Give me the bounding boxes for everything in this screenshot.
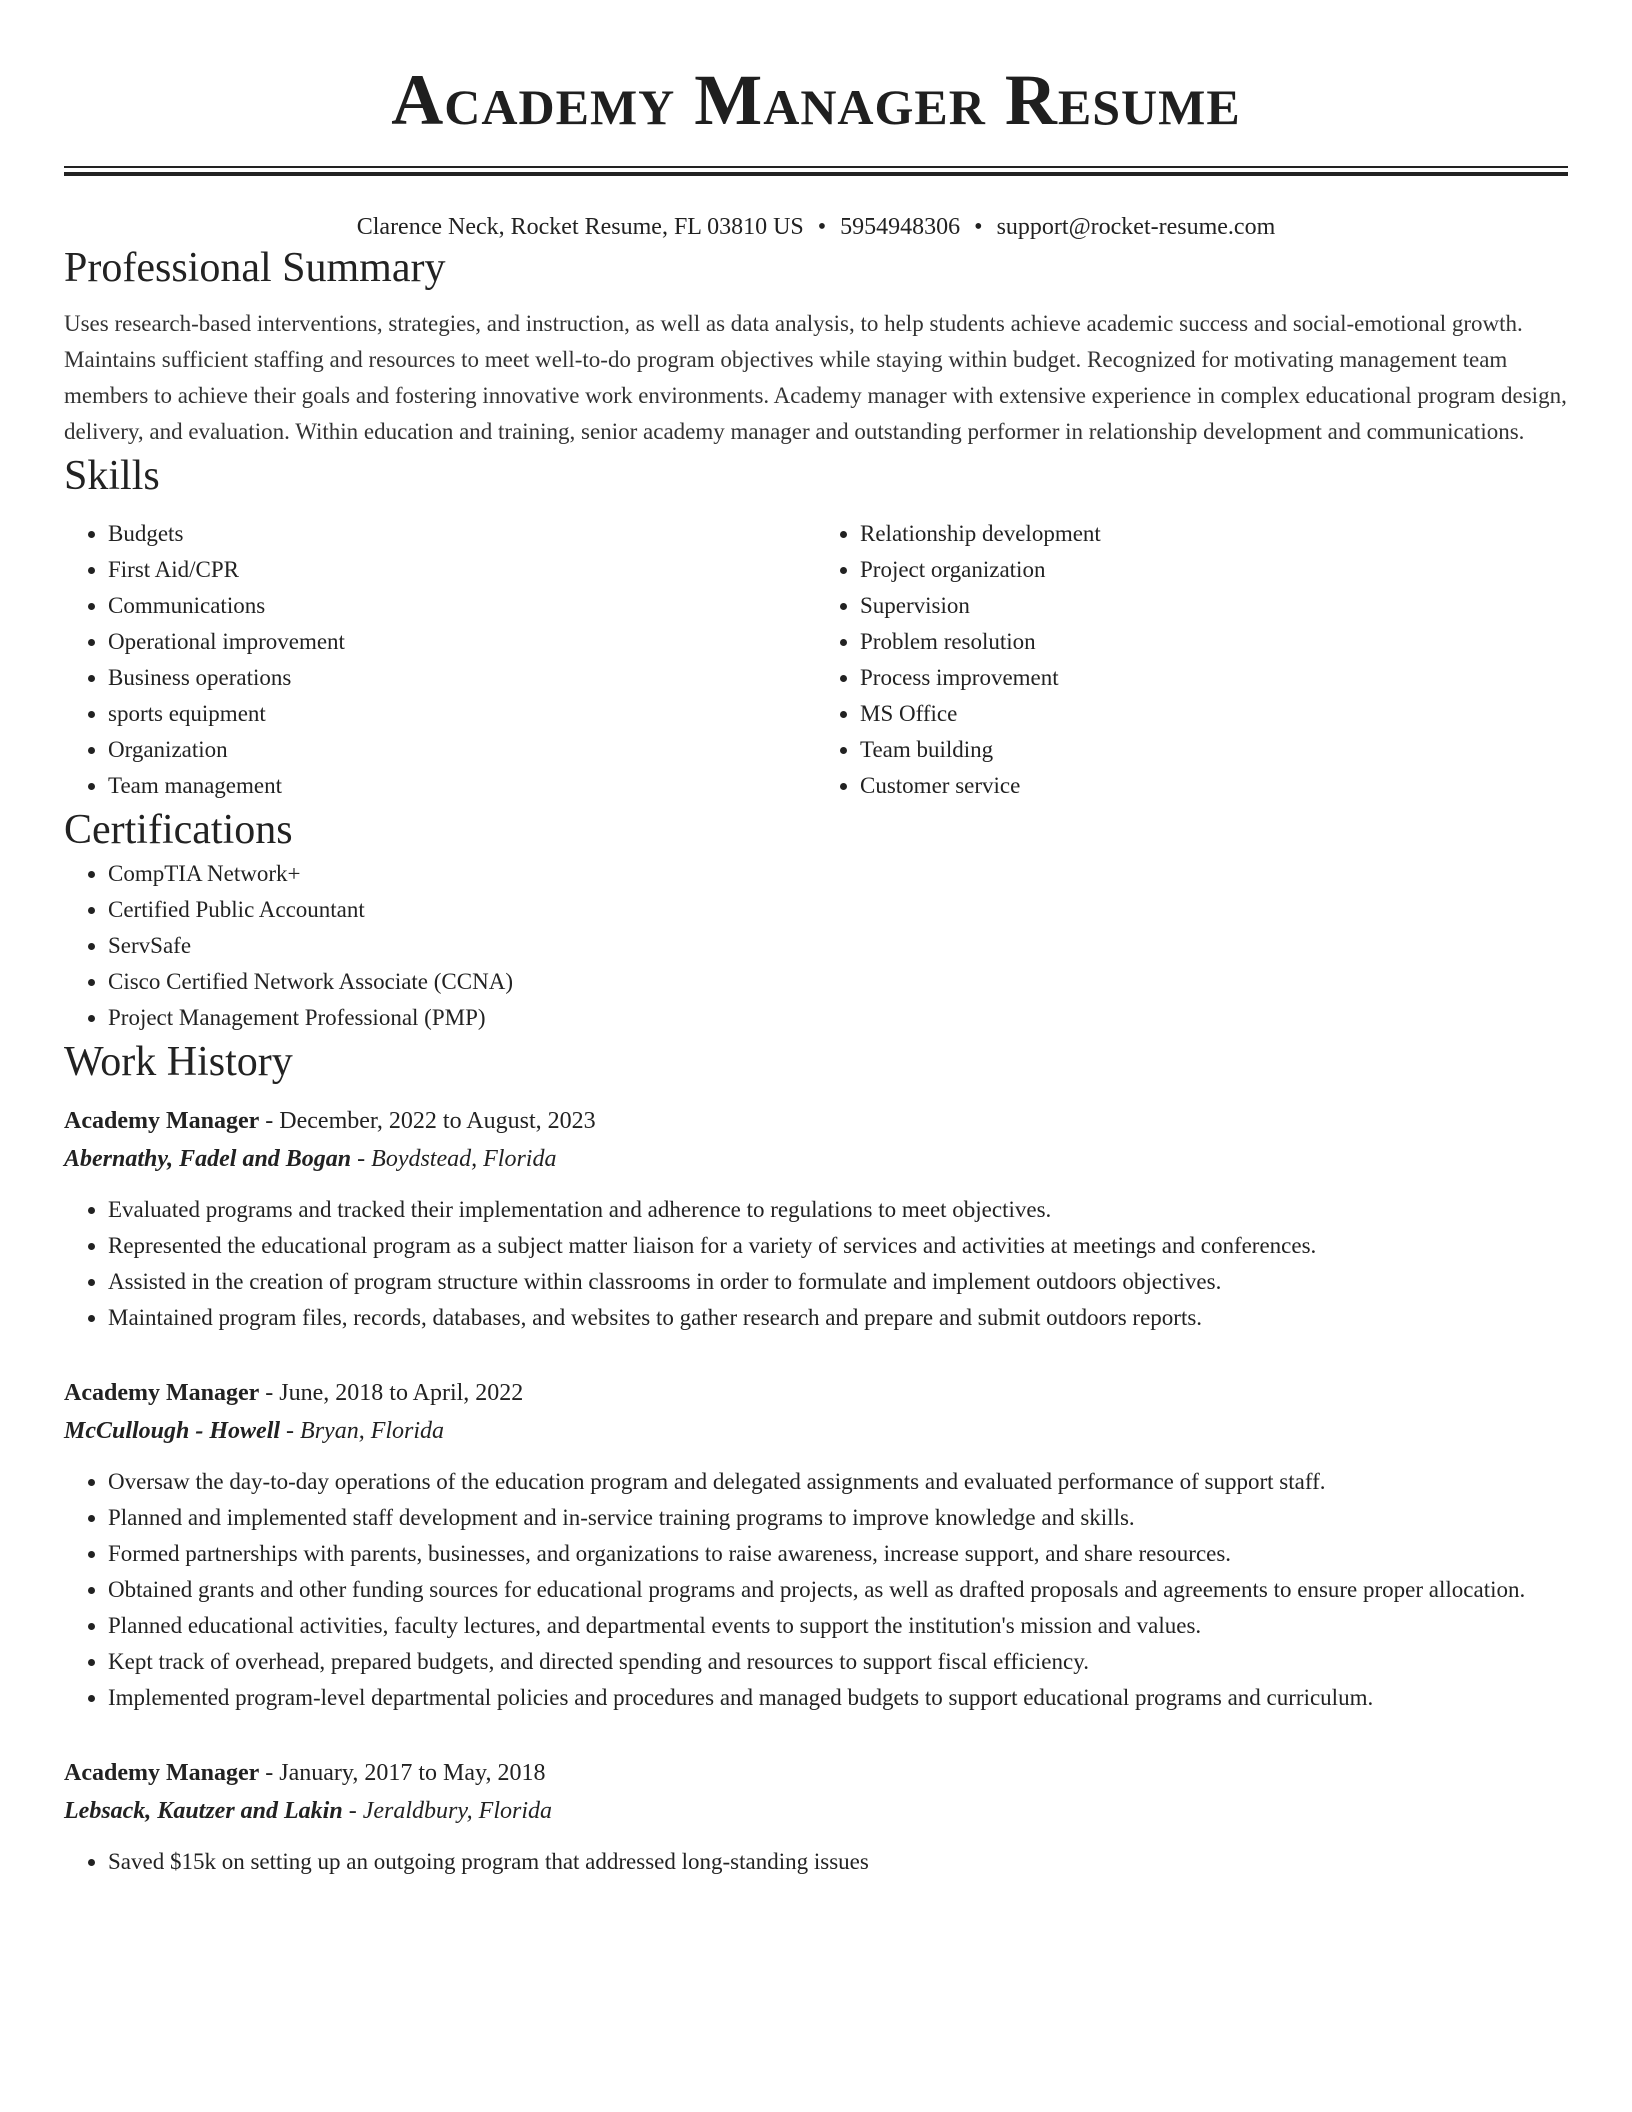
contact-address: Clarence Neck, Rocket Resume, FL 03810 US: [356, 214, 804, 240]
job-company-line: [64, 1792, 1568, 1830]
job-title-line: [64, 1754, 1568, 1792]
certification-item: • ServSafe: [108, 928, 1568, 964]
job-dash: -: [259, 1108, 280, 1134]
contact-email: support@rocket-resume.com: [996, 214, 1276, 240]
skills-list-left: [64, 516, 816, 804]
job-duty: • Maintained program files, records, databases, and websites to gather research and prepare and submit outdoors reports.: [108, 1300, 1568, 1336]
job-title: Academy Manager: [64, 1760, 260, 1786]
job-duty: • Planned and implemented staff development and in-service training programs to improve knowledge and skills.: [108, 1500, 1568, 1536]
page-title: Academy Manager Resume: [391, 60, 1241, 140]
job-dash: -: [342, 1798, 363, 1824]
job-title-line: [64, 1102, 1568, 1140]
skill-item: • Relationship development: [860, 516, 1568, 552]
job-title-line: [64, 1374, 1568, 1412]
skill-item: • First Aid/CPR: [108, 552, 816, 588]
skill-item: • Problem resolution: [860, 624, 1568, 660]
job-duty: • Kept track of overhead, prepared budgets, and directed spending and resources to support fiscal efficiency.: [108, 1644, 1568, 1680]
job-duty: • Obtained grants and other funding sources for educational programs and projects, as well as drafted proposals and agreements to ensure proper allocation.: [108, 1572, 1568, 1608]
job-duty: • Saved $15k on setting up an outgoing program that addressed long-standing issues: [108, 1844, 1568, 1880]
skills-columns: [64, 516, 1568, 804]
certifications-heading: Certifications: [64, 807, 293, 853]
job-duty: • Implemented program-level departmental policies and procedures and managed budgets to support educational programs and curriculum.: [108, 1680, 1568, 1716]
job-location: Jeraldbury, Florida: [362, 1798, 553, 1824]
skill-item: • MS Office: [860, 696, 1568, 732]
skills-list-right: [816, 516, 1568, 804]
job-company: Abernathy, Fadel and Bogan: [64, 1146, 352, 1172]
job-duty: • Planned educational activities, faculty lectures, and departmental events to support the institution's mission and values.: [108, 1608, 1568, 1644]
job-company: Lebsack, Kautzer and Lakin: [64, 1798, 343, 1824]
job-company-line: [64, 1412, 1568, 1450]
job-dash: -: [259, 1380, 280, 1406]
skill-item: • Customer service: [860, 768, 1568, 804]
contact-line: [64, 212, 1568, 242]
job-company: McCullough - Howell: [64, 1418, 281, 1444]
job-company-line: [64, 1140, 1568, 1178]
contact-separator: •: [817, 214, 827, 240]
summary-heading: Professional Summary: [64, 245, 446, 291]
job-duties-list: [64, 1464, 1568, 1716]
skill-item: • Process improvement: [860, 660, 1568, 696]
summary-text: Uses research-based interventions, strategies, and instruction, as well as data analysis, to help students achieve academic success and social-emotional growth. Maintains sufficient staffing and resources to meet well-to-do program objectives while staying within budget. Recognized for motivating management team members to achieve their goals and fostering innovative work environments. Academy manager with extensive experience in complex educational program design, delivery, and evaluation. Within education and training, senior academy manager and outstanding performer in relationship development and communications.: [64, 311, 1567, 444]
skill-item: • Project organization: [860, 552, 1568, 588]
title-divider: [64, 166, 1568, 176]
job-dates: June, 2018 to April, 2022: [279, 1380, 524, 1406]
job-dates: January, 2017 to May, 2018: [279, 1760, 546, 1786]
job-duty: • Formed partnerships with parents, businesses, and organizations to raise awareness, increase support, and share resources.: [108, 1536, 1568, 1572]
skill-item: • Budgets: [108, 516, 816, 552]
skill-item: • sports equipment: [108, 696, 816, 732]
skills-heading: Skills: [64, 453, 160, 499]
skill-item: • Supervision: [860, 588, 1568, 624]
job-duties-list: [64, 1844, 1568, 1880]
job-location: Boydstead, Florida: [371, 1146, 557, 1172]
certification-item: • Certified Public Accountant: [108, 892, 1568, 928]
job-duty: • Evaluated programs and tracked their implementation and adherence to regulations to meet objectives.: [108, 1192, 1568, 1228]
job-duties-list: [64, 1192, 1568, 1336]
skill-item: • Team building: [860, 732, 1568, 768]
job-dash: -: [259, 1760, 280, 1786]
work-history-heading: Work History: [64, 1039, 293, 1085]
skill-item: • Communications: [108, 588, 816, 624]
skill-item: • Business operations: [108, 660, 816, 696]
job-title: Academy Manager: [64, 1380, 260, 1406]
job-duty: • Assisted in the creation of program structure within classrooms in order to formulate and implement outdoors objectives.: [108, 1264, 1568, 1300]
skill-item: • Team management: [108, 768, 816, 804]
job-duty: • Represented the educational program as a subject matter liaison for a variety of services and activities at meetings and conferences.: [108, 1228, 1568, 1264]
job-dash: -: [280, 1418, 301, 1444]
certification-item: • Cisco Certified Network Associate (CCNA): [108, 964, 1568, 1000]
contact-phone: 5954948306: [840, 214, 961, 240]
certifications-list: [64, 856, 1568, 1036]
certification-item: • CompTIA Network+: [108, 856, 1568, 892]
job-dash: -: [351, 1146, 372, 1172]
job-entry: [64, 1102, 1568, 1336]
job-dates: December, 2022 to August, 2023: [279, 1108, 596, 1134]
job-location: Bryan, Florida: [300, 1418, 445, 1444]
job-entry: [64, 1754, 1568, 1880]
certification-item: • Project Management Professional (PMP): [108, 1000, 1568, 1036]
job-duty: • Oversaw the day-to-day operations of the education program and delegated assignments and evaluated performance of support staff.: [108, 1464, 1568, 1500]
skill-item: • Operational improvement: [108, 624, 816, 660]
job-entry: [64, 1374, 1568, 1716]
job-title: Academy Manager: [64, 1108, 260, 1134]
contact-separator: •: [974, 214, 983, 240]
skill-item: • Organization: [108, 732, 816, 768]
